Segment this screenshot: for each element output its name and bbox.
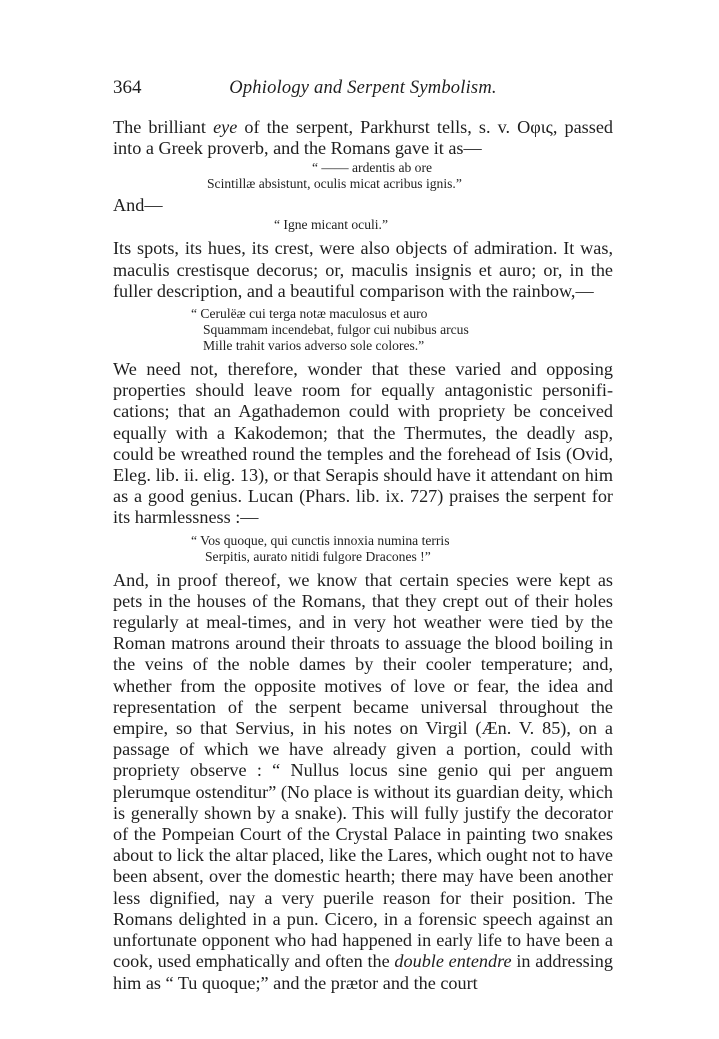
latin-quote-igne xyxy=(113,217,613,233)
paragraph-roman-pets-text-end: in addressing him as “ Tu quoque;” and the prætor and the court xyxy=(113,951,613,993)
paragraph-spots: Its spots, its hues, its crest, were also objects of admiration. It was, maculis crestisque decorus; or, maculis insignis et auro; or, in the fuller description, and a beautiful comparison with the rainbow,— xyxy=(113,238,613,301)
paragraph-eye-text-start: The brilliant xyxy=(113,117,214,137)
page-number: 364 xyxy=(113,77,142,98)
and-connector: And— xyxy=(113,195,163,216)
quote-line: Squammam incendebat, fulgor cui nubibus arcus xyxy=(203,322,469,338)
latin-quote-ardentis xyxy=(113,160,613,192)
running-title: Ophiology and Serpent Symbolism. xyxy=(229,78,497,98)
page-header xyxy=(113,77,613,103)
quote-line: “ Cerulëæ cui terga notæ maculosus et auro xyxy=(191,306,428,322)
quote-line: “ —— ardentis ab ore xyxy=(312,160,433,176)
emphasis-eye: eye xyxy=(213,117,238,137)
quote-line: “ Igne micant oculi.” xyxy=(274,217,388,233)
latin-quote-ceruleae xyxy=(191,306,613,354)
emphasis-double-entendre: double entendre xyxy=(394,951,512,972)
quote-line: Scintillæ absistunt, oculis micat acribus ignis.” xyxy=(207,176,462,192)
paragraph-roman-pets-text-start: And, in proof thereof, we know that certain species were kept as pets in the houses of the Romans, that they crept out of their holes regularly at meal-times, and in very hot weather were tied by the Roman matrons around their throats to assuage the blood boiling in the veins of the noble dames by their cooler temperature; and, whether from the opposite motives of love or fear, the idea and representation of the serpent became universal throughout the empire, so that Servius, in his notes on Virgil (Æn. V. 85), on a passage of which we have already given a portion, could with propriety observe : “ Nullus locus sine genio qui per anguem plerumque ostenditur” (No place is without its guardian deity, which is generally shown by a snake). This will fully justify the decorator of the Pompeian Court of the Crystal Palace in painting two snakes about to lick the altar placed, like the Lares, which ought not to have been absent, over the domestic hearth; there may have been another less dignified, nay a very puerile reason for their position. The Romans delighted in a pun. Cicero, in a forensic speech against an unfortunate opponent who had happened in early life to have been a cook, used emphatically and often the xyxy=(113,569,613,972)
quote-line: Mille trahit varios adverso sole colores.” xyxy=(203,338,425,354)
paragraph-eye xyxy=(113,117,613,159)
latin-quote-vos-quoque xyxy=(191,533,613,565)
paragraph-antagonistic: We need not, therefore, wonder that these varied and opposing properties should leave room for equally antagonistic personifications; that an Agathademon could with propriety be conceived equally with a Kakodemon; that the Thermutes, the deadly asp, could be wreathed round the temples and the forehead of Isis (Ovid, Eleg. lib. ii. elig. 13), or that Serapis should have it attendant on him as a good genius. Lucan (Phars. lib. ix. 727) praises the serpent for its harmlessness :— xyxy=(113,359,613,528)
quote-line: “ Vos quoque, qui cunctis innoxia numina terris xyxy=(191,532,450,548)
paragraph-roman-pets xyxy=(113,570,613,994)
paragraph-eye-text-end: of the serpent, Parkhurst tells, s. v. Οφις, passed into a Greek proverb, and the Romans gave it as— xyxy=(113,117,614,159)
quote-line: Serpitis, aurato nitidi fulgore Dracones !” xyxy=(205,548,431,564)
